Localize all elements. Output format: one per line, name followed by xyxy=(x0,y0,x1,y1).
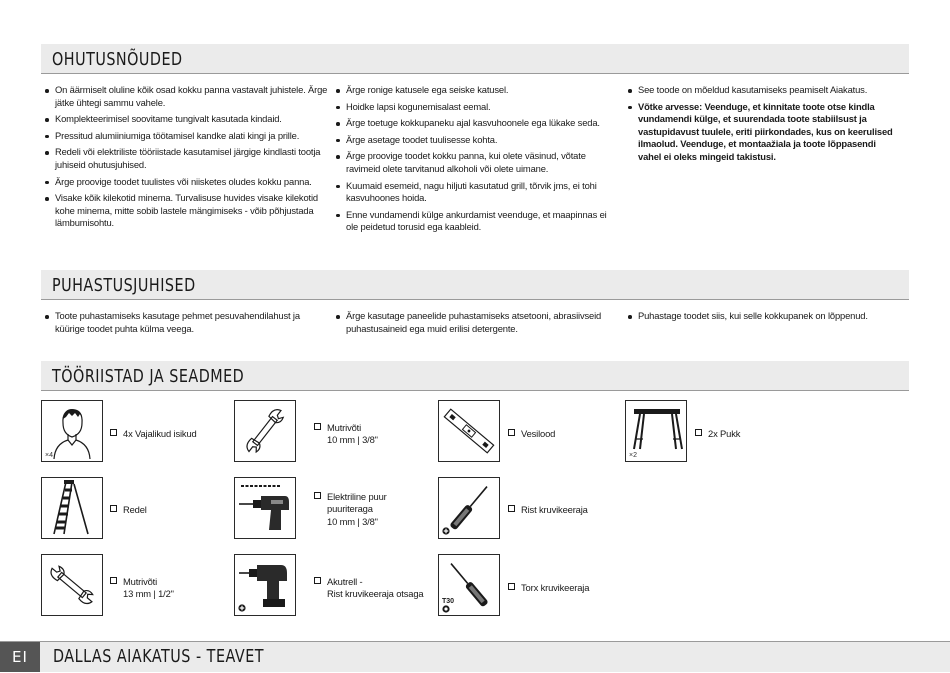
tool-item-sawhorse[interactable]: 2x Pukk xyxy=(695,428,795,440)
person-box xyxy=(41,400,103,462)
torx-screwdriver-icon xyxy=(439,555,499,615)
cordless-drill-box xyxy=(234,554,296,616)
list-item: Hoidke lapsi kogunemisalast eemal. xyxy=(335,101,620,114)
safety-col-3 xyxy=(627,84,901,168)
list-item: Kuumaid esemeid, nagu hiljuti kasutatud grill, tõrvik jms, ei tohi kasvuhoones hoida. xyxy=(335,180,620,205)
checkbox[interactable] xyxy=(110,429,117,436)
safety-header xyxy=(41,44,909,74)
tool-item-electric-drill[interactable]: Elektriline puur puuriteraga 10 mm | 3/8" xyxy=(314,491,424,528)
list-item: Ärge proovige toodet tuulistes või niisketes oludes kokku panna. xyxy=(44,176,332,189)
checkbox[interactable] xyxy=(695,429,702,436)
language-badge: EI xyxy=(0,642,40,672)
tool-item-phillips-screwdriver[interactable]: Rist kruvikeeraja xyxy=(508,504,618,516)
checkbox[interactable] xyxy=(314,492,321,499)
list-item: Redeli või elektriliste tööriistade kasutamisel järgige kindlasti tootja juhiseid ohutusjuhised. xyxy=(44,146,332,171)
wrench-icon xyxy=(42,555,102,615)
tools-header xyxy=(41,361,909,391)
list-item: Puhastage toodet siis, kui selle kokkupanek on lõppenud. xyxy=(627,310,901,323)
cleaning-col-3 xyxy=(627,310,901,327)
wrench-box xyxy=(234,400,296,462)
drill-box xyxy=(234,477,296,539)
wrench-icon xyxy=(235,401,295,461)
list-item: Ärge proovige toodet kokku panna, kui olete väsinud, võtate ravimeid olete tarvitanud alkoholi või olete uimane. xyxy=(335,150,620,175)
checkbox[interactable] xyxy=(110,505,117,512)
list-item: Ärge ronige katusele ega seiske katusel. xyxy=(335,84,620,97)
quantity-label: ×2 xyxy=(629,452,637,459)
list-item: Võtke arvesse: Veenduge, et kinnitate toote otse kindla vundamendi külge, et suurendada toote stabiilsust ja vastupidavust tuulele, eriti piirkondades, kus on keerulised ilmaolud. Veenduge, et montaažiala ja toote lõppasendi vahel ei oleks mingeid takistusi. xyxy=(627,101,901,164)
list-item: Komplekteerimisel soovitame tungivalt kasutada kindaid. xyxy=(44,113,332,126)
tool-item-wrench-13mm[interactable]: Mutrivõti 13 mm | 1/2" xyxy=(110,576,210,601)
ladder-box xyxy=(41,477,103,539)
checkbox[interactable] xyxy=(110,577,117,584)
checkbox[interactable] xyxy=(508,583,515,590)
cleaning-heading: PUHASTUSJUHISED xyxy=(52,276,196,296)
cordless-drill-icon xyxy=(235,555,295,615)
safety-col-2 xyxy=(335,84,620,238)
safety-col-1 xyxy=(44,84,332,234)
safety-heading: OHUTUSNÕUDED xyxy=(52,50,183,70)
wrench-13-box xyxy=(41,554,103,616)
torx-box xyxy=(438,554,500,616)
list-item: Ärge kasutage paneelide puhastamiseks atsetooni, abrasiivseid puhastusaineid ega muid erilisi detergente. xyxy=(335,310,605,335)
tool-item-spirit-level[interactable]: Vesilood xyxy=(508,428,608,440)
cleaning-col-2 xyxy=(335,310,605,339)
list-item: See toode on mõeldud kasutamiseks peamiselt Aiakatus. xyxy=(627,84,901,97)
list-item: On äärmiselt oluline kõik osad kokku panna vastavalt juhistele. Ärge jätke ühtegi sammu vahele. xyxy=(44,84,332,109)
phillips-screwdriver-icon xyxy=(439,478,499,538)
level-box xyxy=(438,400,500,462)
ladder-icon xyxy=(42,478,102,538)
electric-drill-icon xyxy=(235,478,295,538)
cleaning-col-1 xyxy=(44,310,314,339)
tools-heading: TÖÖRIISTAD JA SEADMED xyxy=(52,367,245,387)
quantity-label: ×4 xyxy=(45,452,53,459)
list-item: Toote puhastamiseks kasutage pehmet pesuvahendilahust ja küürige toodet puhta külma veega. xyxy=(44,310,314,335)
footer-title: DALLAS AIAKATUS - TEAVET xyxy=(53,647,265,667)
list-item: Ärge toetuge kokkupaneku ajal kasvuhoonele ega lükake seda. xyxy=(335,117,620,130)
tool-item-torx-screwdriver[interactable]: Torx kruvikeeraja xyxy=(508,582,618,594)
torx-tag: T30 xyxy=(442,598,455,605)
checkbox[interactable] xyxy=(508,505,515,512)
cleaning-header xyxy=(41,270,909,300)
tool-item-ladder[interactable]: Redel xyxy=(110,504,210,516)
checkbox[interactable] xyxy=(314,577,321,584)
tool-item-persons[interactable]: 4x Vajalikud isikud xyxy=(110,428,220,440)
tool-item-cordless-drill[interactable]: Akutrell - Rist kruvikeeraja otsaga xyxy=(314,576,439,601)
list-item: Pressitud alumiiniumiga töötamisel kandke alati kingi ja prille. xyxy=(44,130,332,143)
checkbox[interactable] xyxy=(508,429,515,436)
list-item: Ärge asetage toodet tuulisesse kohta. xyxy=(335,134,620,147)
list-item: Enne vundamendi külge ankurdamist veenduge, et maapinnas ei ole peidetud torusid ega kaableid. xyxy=(335,209,620,234)
phillips-box xyxy=(438,477,500,539)
list-item: Visake kõik kilekotid minema. Turvalisuse huvides visake kilekotid kohe minema, mitte sobib lastele mängimiseks - võib põhjustada lämbumisohtu. xyxy=(44,192,332,230)
sawhorse-box xyxy=(625,400,687,462)
footer xyxy=(0,641,950,672)
checkbox[interactable] xyxy=(314,423,321,430)
tool-item-wrench-10mm[interactable]: Mutrivõti 10 mm | 3/8" xyxy=(314,422,424,447)
spirit-level-icon xyxy=(439,401,499,461)
